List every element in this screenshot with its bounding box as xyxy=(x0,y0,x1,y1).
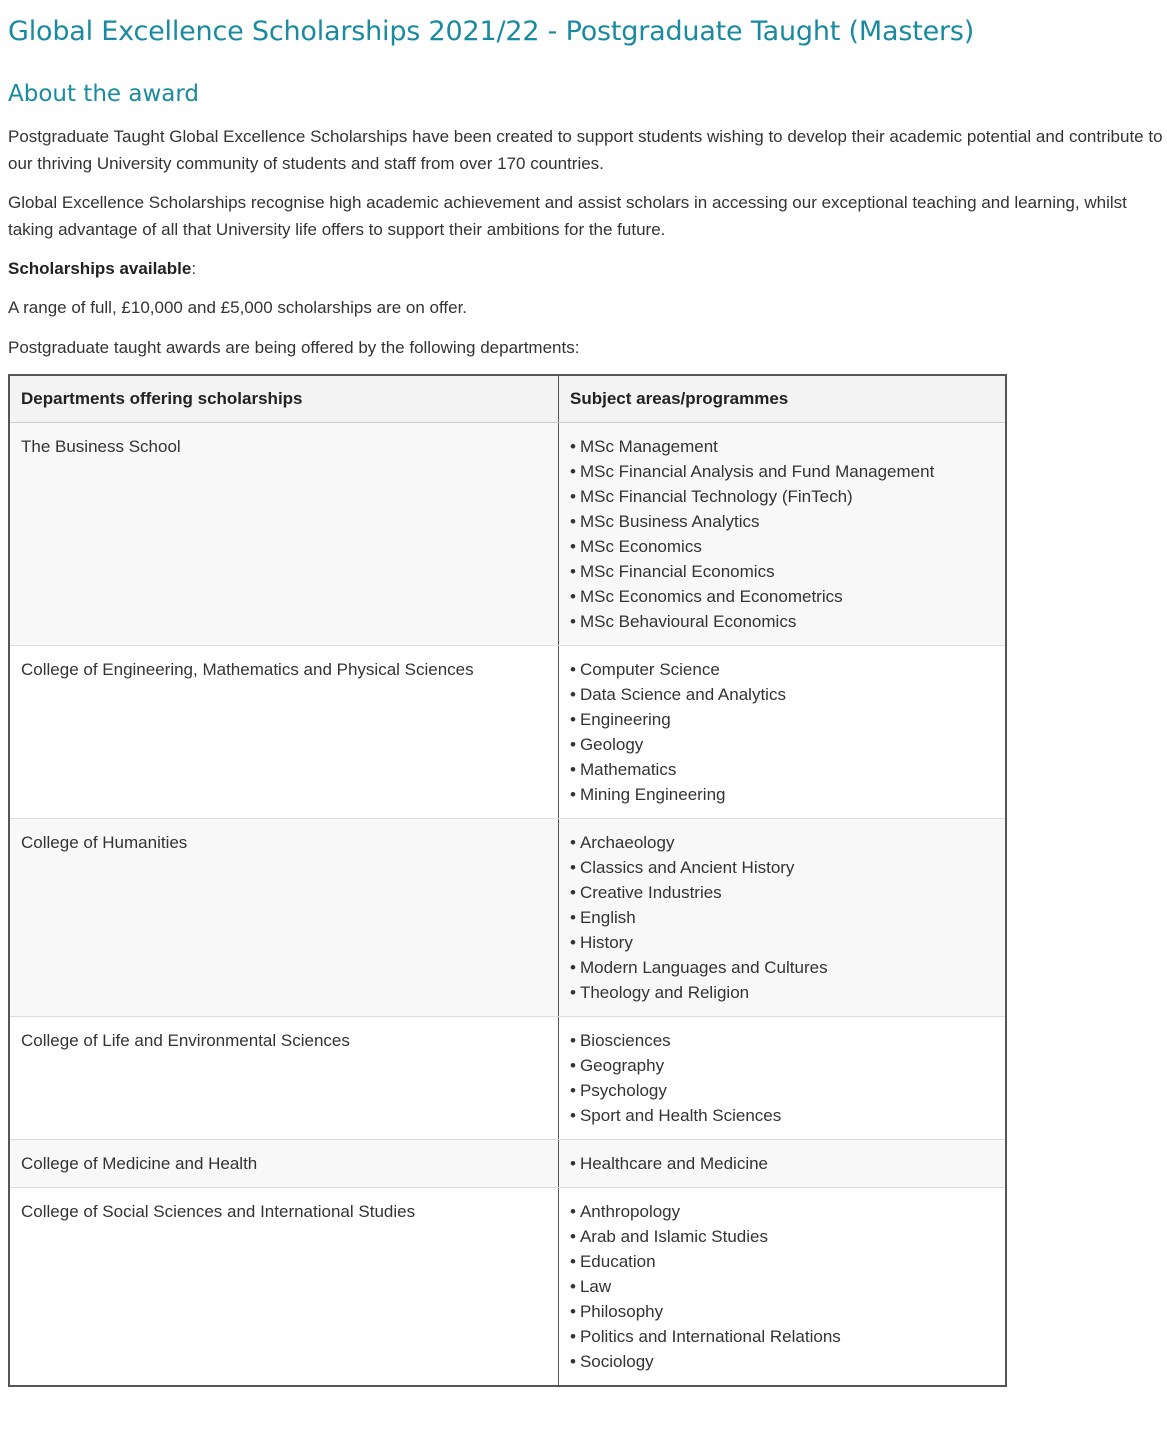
subject-item xyxy=(570,880,994,905)
subject-label: MSc Economics xyxy=(579,537,702,556)
subject-label: Anthropology xyxy=(579,1202,681,1221)
recognise-paragraph: Global Excellence Scholarships recognise high academic achievement and assist scholars in accessing our exceptional teaching and learning, whilst taking advantage of all that University life offers to support their ambitions for the future. xyxy=(8,193,1127,239)
subject-item xyxy=(570,609,994,634)
subject-label: History xyxy=(579,933,633,952)
bullet-icon: • xyxy=(570,1202,576,1221)
department-cell: College of Life and Environmental Sciences xyxy=(9,1017,559,1140)
bullet-icon: • xyxy=(570,1154,576,1173)
subject-item xyxy=(570,1249,994,1274)
table-row xyxy=(9,646,1006,819)
bullet-icon: • xyxy=(570,833,576,852)
subject-label: Geology xyxy=(579,735,644,754)
table-row xyxy=(9,423,1006,646)
subject-item xyxy=(570,855,994,880)
bullet-icon: • xyxy=(570,858,576,877)
subject-label: MSc Behavioural Economics xyxy=(579,612,797,631)
subject-item xyxy=(570,1199,994,1224)
subject-label: MSc Financial Analysis and Fund Management xyxy=(579,462,935,481)
intro-paragraph: Postgraduate Taught Global Excellence Scholarships have been created to support students wishing to develop their academic potential and contribute to our thriving University community of students and staff from over 170 countries. xyxy=(8,127,1163,173)
subject-label: MSc Financial Technology (FinTech) xyxy=(579,487,853,506)
bullet-icon: • xyxy=(570,710,576,729)
scholarships-available-label: Scholarships available xyxy=(8,259,192,278)
subject-label: Classics and Ancient History xyxy=(579,858,795,877)
subject-item xyxy=(570,509,994,534)
bullet-icon: • xyxy=(570,562,576,581)
bullet-icon: • xyxy=(570,612,576,631)
bullet-icon: • xyxy=(570,537,576,556)
subject-label: MSc Financial Economics xyxy=(579,562,775,581)
subject-label: Computer Science xyxy=(579,660,720,679)
subject-label: Mining Engineering xyxy=(579,785,726,804)
subject-item xyxy=(570,782,994,807)
bullet-icon: • xyxy=(570,1106,576,1125)
subject-label: English xyxy=(579,908,636,927)
subject-label: Biosciences xyxy=(579,1031,671,1050)
bullet-icon: • xyxy=(570,1327,576,1346)
header-subjects: Subject areas/programmes xyxy=(559,375,1007,423)
subject-item xyxy=(570,584,994,609)
bullet-icon: • xyxy=(570,1352,576,1371)
subjects-cell xyxy=(559,1017,1007,1140)
subject-item xyxy=(570,1274,994,1299)
subject-item xyxy=(570,459,994,484)
bullet-icon: • xyxy=(570,735,576,754)
subject-item xyxy=(570,757,994,782)
subject-label: Law xyxy=(579,1277,612,1296)
page-content xyxy=(0,16,1167,1387)
subject-label: Modern Languages and Cultures xyxy=(579,958,828,977)
subject-item xyxy=(570,980,994,1005)
subject-item xyxy=(570,682,994,707)
subjects-cell xyxy=(559,423,1007,646)
subject-item xyxy=(570,559,994,584)
bullet-icon: • xyxy=(570,512,576,531)
header-departments: Departments offering scholarships xyxy=(9,375,559,423)
subjects-cell xyxy=(559,1140,1007,1188)
subject-item xyxy=(570,484,994,509)
subject-label: MSc Management xyxy=(579,437,718,456)
subject-item xyxy=(570,732,994,757)
subjects-cell xyxy=(559,819,1007,1017)
bullet-icon: • xyxy=(570,1252,576,1271)
subject-item xyxy=(570,1053,994,1078)
subject-item xyxy=(570,1151,994,1176)
bullet-icon: • xyxy=(570,933,576,952)
table-header-row xyxy=(9,375,1006,423)
table-row xyxy=(9,1140,1006,1188)
subject-item xyxy=(570,1078,994,1103)
subject-item xyxy=(570,657,994,682)
subject-item xyxy=(570,1349,994,1374)
subject-label: Politics and International Relations xyxy=(579,1327,841,1346)
subject-label: Philosophy xyxy=(579,1302,664,1321)
table-row xyxy=(9,819,1006,1017)
bullet-icon: • xyxy=(570,1227,576,1246)
bullet-icon: • xyxy=(570,462,576,481)
department-cell: The Business School xyxy=(9,423,559,646)
subject-label: Sport and Health Sciences xyxy=(579,1106,782,1125)
subject-item xyxy=(570,830,994,855)
bullet-icon: • xyxy=(570,587,576,606)
table-body xyxy=(9,423,1006,1387)
subject-label: Geography xyxy=(579,1056,665,1075)
subject-item xyxy=(570,905,994,930)
bullet-icon: • xyxy=(570,437,576,456)
bullet-icon: • xyxy=(570,660,576,679)
bullet-icon: • xyxy=(570,487,576,506)
bullet-icon: • xyxy=(570,958,576,977)
department-cell: College of Medicine and Health xyxy=(9,1140,559,1188)
subject-item xyxy=(570,1299,994,1324)
subject-label: MSc Economics and Econometrics xyxy=(579,587,843,606)
bullet-icon: • xyxy=(570,983,576,1002)
bullet-icon: • xyxy=(570,908,576,927)
scholarships-table xyxy=(8,374,1007,1387)
range-paragraph: A range of full, £10,000 and £5,000 scholarships are on offer. xyxy=(8,298,468,317)
departments-intro-paragraph: Postgraduate taught awards are being offered by the following departments: xyxy=(8,338,580,357)
scholarships-available-paragraph xyxy=(8,255,1167,282)
subject-label: MSc Business Analytics xyxy=(579,512,760,531)
subject-item xyxy=(570,1028,994,1053)
subject-label: Archaeology xyxy=(579,833,675,852)
subject-label: Engineering xyxy=(579,710,671,729)
bullet-icon: • xyxy=(570,685,576,704)
subject-label: Psychology xyxy=(579,1081,667,1100)
bullet-icon: • xyxy=(570,785,576,804)
table-row xyxy=(9,1188,1006,1387)
scholarships-available-colon: : xyxy=(191,259,197,278)
bullet-icon: • xyxy=(570,883,576,902)
subject-item xyxy=(570,534,994,559)
subject-label: Theology and Religion xyxy=(579,983,750,1002)
subject-label: Data Science and Analytics xyxy=(579,685,786,704)
bullet-icon: • xyxy=(570,1056,576,1075)
department-cell: College of Humanities xyxy=(9,819,559,1017)
subject-item xyxy=(570,1324,994,1349)
page-title: Global Excellence Scholarships 2021/22 - Postgraduate Taught (Masters) xyxy=(8,16,975,47)
subject-item xyxy=(570,434,994,459)
subject-label: Mathematics xyxy=(579,760,677,779)
department-cell: College of Engineering, Mathematics and Physical Sciences xyxy=(9,646,559,819)
bullet-icon: • xyxy=(570,1302,576,1321)
department-cell: College of Social Sciences and International Studies xyxy=(9,1188,559,1387)
bullet-icon: • xyxy=(570,1081,576,1100)
subject-item xyxy=(570,707,994,732)
subjects-cell xyxy=(559,1188,1007,1387)
subject-item xyxy=(570,1103,994,1128)
section-title-about: About the award xyxy=(8,81,200,107)
subject-label: Sociology xyxy=(579,1352,654,1371)
bullet-icon: • xyxy=(570,1031,576,1050)
bullet-icon: • xyxy=(570,760,576,779)
table-row xyxy=(9,1017,1006,1140)
bullet-icon: • xyxy=(570,1277,576,1296)
subject-item xyxy=(570,1224,994,1249)
subject-label: Creative Industries xyxy=(579,883,722,902)
subject-label: Education xyxy=(579,1252,656,1271)
subject-label: Arab and Islamic Studies xyxy=(579,1227,768,1246)
subject-item xyxy=(570,955,994,980)
subjects-cell xyxy=(559,646,1007,819)
subject-label: Healthcare and Medicine xyxy=(579,1154,769,1173)
subject-item xyxy=(570,930,994,955)
